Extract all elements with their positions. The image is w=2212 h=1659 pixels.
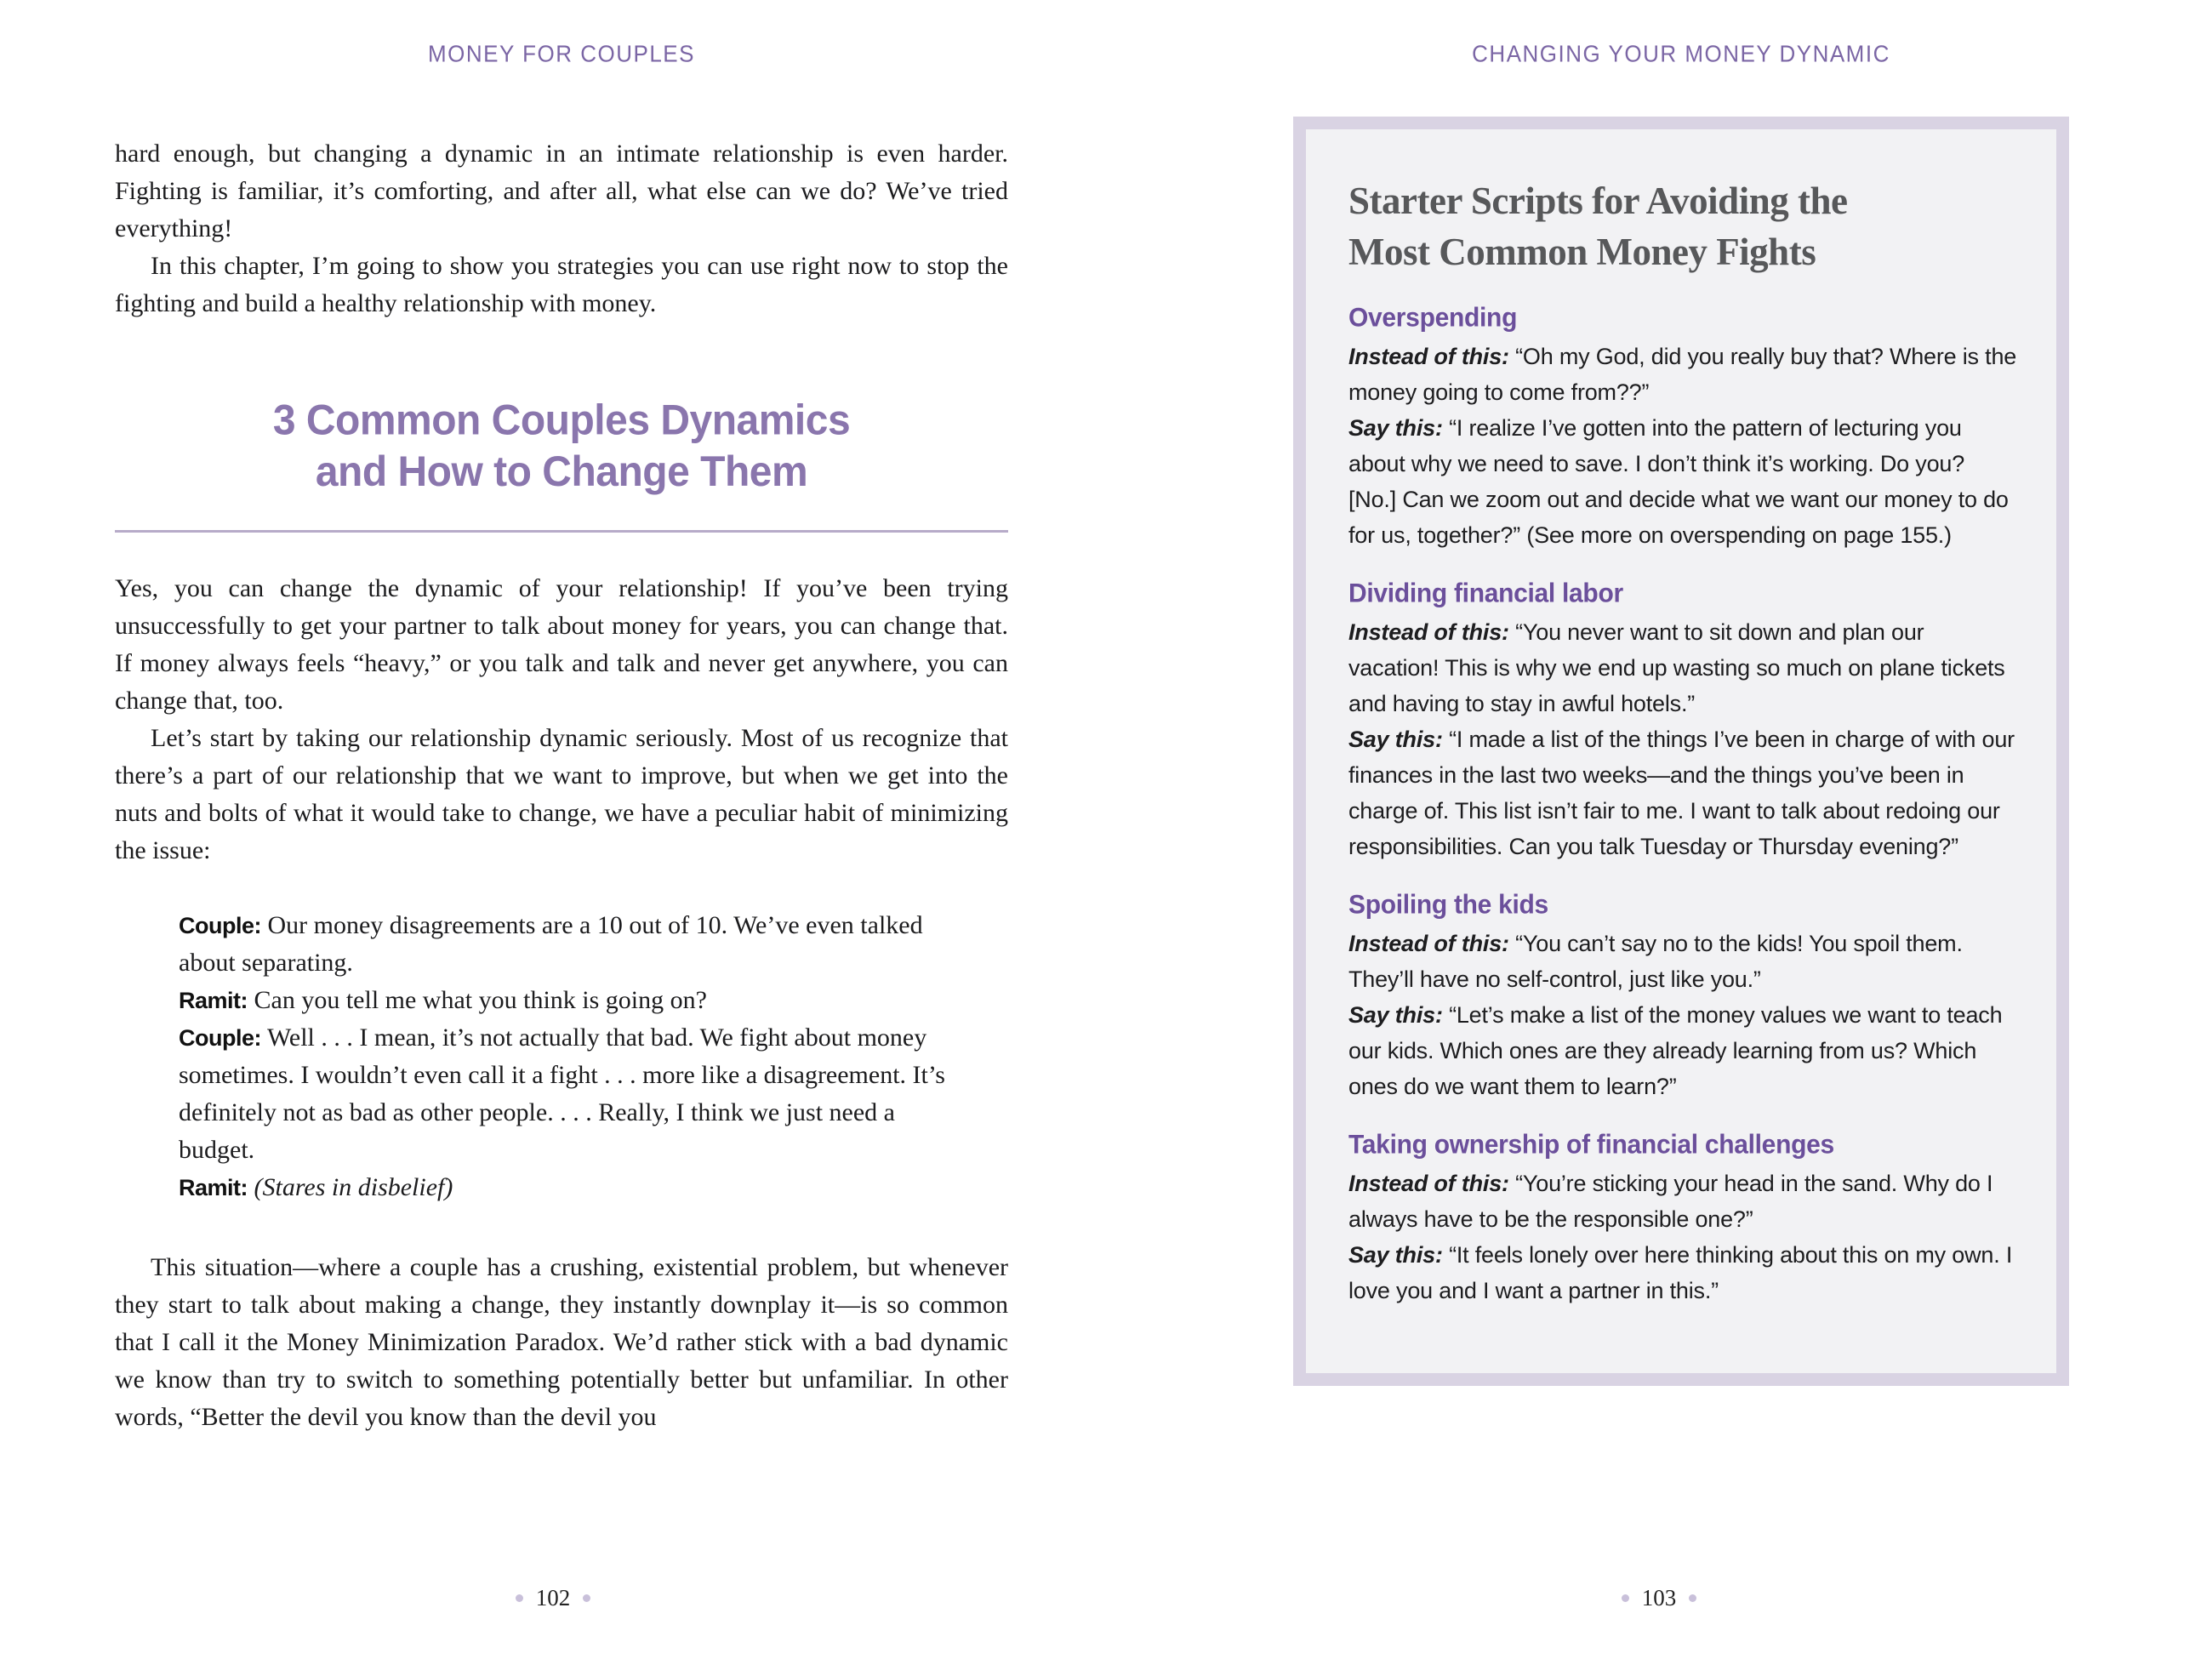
say-label: Say this: bbox=[1348, 727, 1443, 752]
speaker-label: Couple: bbox=[179, 913, 261, 938]
dialogue-entry bbox=[179, 982, 974, 1019]
page-right bbox=[1106, 0, 2212, 1659]
dialogue-text: Our money disagreements are a 10 out of 10. We’ve even talked about separating. bbox=[179, 911, 923, 977]
section-divider bbox=[115, 530, 1008, 533]
script-section-dividing-labor bbox=[1348, 579, 2017, 864]
chapter-heading-line1: 3 Common Couples Dynamics bbox=[272, 396, 851, 444]
instead-text: “You’re sticking your head in the sand. Why do I always have to be the responsible one?” bbox=[1348, 1171, 1993, 1232]
dialogue-text: Can you tell me what you think is going on? bbox=[254, 986, 707, 1014]
chapter-heading bbox=[115, 395, 1008, 499]
box-title-line1: Starter Scripts for Avoiding the bbox=[1348, 180, 1848, 222]
dialogue-text: Well . . . I mean, it’s not actually that bad. We fight about money sometimes. I wouldn’t even call it a fight . . . more like a disagreement. It’s definitely not as bad as other people. . . . Really, I think we just need a budget. bbox=[179, 1023, 945, 1164]
instead-text: “You can’t say no to the kids! You spoil them. They’ll have no self-control, just like you.” bbox=[1348, 931, 1963, 992]
folio-dot-icon bbox=[1622, 1594, 1629, 1602]
dialogue-block bbox=[179, 907, 974, 1206]
script-section-taking-ownership bbox=[1348, 1130, 2017, 1308]
instead-paragraph bbox=[1348, 1166, 2017, 1237]
speaker-label: Ramit: bbox=[179, 988, 248, 1013]
script-section-spoiling-kids bbox=[1348, 890, 2017, 1104]
body-paragraph: hard enough, but changing a dynamic in an intimate relationship is even harder. Fighting is familiar, it’s comforting, and after all, what else can we do? We’ve tried everything! bbox=[115, 140, 1008, 242]
dialogue-entry bbox=[179, 1169, 974, 1206]
folio-dot-icon bbox=[1689, 1594, 1696, 1602]
dialogue-text-italic: (Stares in disbelief) bbox=[254, 1173, 453, 1201]
folio-dot-icon bbox=[583, 1594, 590, 1602]
box-title bbox=[1348, 175, 2017, 277]
say-paragraph bbox=[1348, 1237, 2017, 1308]
speaker-label: Couple: bbox=[179, 1025, 261, 1051]
chapter-heading-line2: and How to Change Them bbox=[315, 448, 808, 496]
body-paragraph: Yes, you can change the dynamic of your relationship! If you’ve been trying unsuccessfully to get your partner to talk about money for years, you can change that. If money always feels “heavy,” or you talk and talk and never get anywhere, you can change that, too. bbox=[115, 574, 1008, 715]
dialogue-entry bbox=[179, 907, 974, 982]
body-paragraph: This situation—where a couple has a crushing, existential problem, but whenever they start to talk about making a change, they instantly downplay it—is so common that I call it the Money Minimization Paradox. We’d rather stick with a bad dynamic we know than try to switch to something potentially better but unfamiliar. In other words, “Better the devil you know than the devil you bbox=[115, 1253, 1008, 1431]
instead-paragraph bbox=[1348, 614, 2017, 721]
folio-dot-icon bbox=[516, 1594, 523, 1602]
body-paragraph: Let’s start by taking our relationship dynamic seriously. Most of us recognize that there’s a part of our relationship that we want to improve, but when we get into the nuts and bolts of what it would take to change, we have a peculiar habit of minimizing the issue: bbox=[115, 724, 1008, 864]
say-text: “I made a list of the things I’ve been in charge of with our finances in the last two weeks—and the things you’ve been in charge of. This list isn’t fair to me. I want to talk about redoing our responsibilities. Can you talk Tuesday or Thursday evening?” bbox=[1348, 727, 2015, 859]
script-section-overspending bbox=[1348, 303, 2017, 553]
section-heading: Taking ownership of financial challenges bbox=[1348, 1130, 1834, 1160]
say-label: Say this: bbox=[1348, 1002, 1443, 1028]
body-paragraph: In this chapter, I’m going to show you strategies you can use right now to stop the fighting and build a healthy relationship with money. bbox=[115, 252, 1008, 317]
instead-paragraph bbox=[1348, 926, 2017, 997]
say-paragraph bbox=[1348, 997, 2017, 1104]
say-paragraph bbox=[1348, 721, 2017, 864]
running-head-left: MONEY FOR COUPLES bbox=[428, 39, 695, 67]
dialogue-entry bbox=[179, 1019, 974, 1169]
running-head-right: CHANGING YOUR MONEY DYNAMIC bbox=[1472, 39, 1890, 67]
say-text: “It feels lonely over here thinking about this on my own. I love you and I want a partner in this.” bbox=[1348, 1242, 2013, 1303]
speaker-label: Ramit: bbox=[179, 1175, 248, 1200]
say-label: Say this: bbox=[1348, 1242, 1443, 1268]
left-text-column bbox=[115, 135, 1008, 1436]
section-heading: Spoiling the kids bbox=[1348, 890, 1548, 920]
instead-label: Instead of this: bbox=[1348, 1171, 1509, 1196]
instead-label: Instead of this: bbox=[1348, 619, 1509, 645]
say-text: “I realize I’ve gotten into the pattern of lecturing you about why we need to save. I don’t think it’s working. Do you? [No.] Can we zoom out and decide what we want our money to do for us, together?” (See more on overspending on page 155.) bbox=[1348, 415, 2009, 548]
folio-right bbox=[1106, 1585, 2212, 1611]
instead-text: “You never want to sit down and plan our vacation! This is why we end up wasting so much on plane tickets and having to stay in awful hotels.” bbox=[1348, 619, 2005, 716]
section-heading: Overspending bbox=[1348, 303, 1518, 333]
page-number: 103 bbox=[1641, 1585, 1677, 1611]
instead-text: “Oh my God, did you really buy that? Where is the money going to come from??” bbox=[1348, 344, 2017, 405]
box-title-line2: Most Common Money Fights bbox=[1348, 231, 1816, 273]
instead-label: Instead of this: bbox=[1348, 931, 1509, 956]
say-label: Say this: bbox=[1348, 415, 1443, 441]
page-number: 102 bbox=[535, 1585, 571, 1611]
starter-scripts-box bbox=[1293, 117, 2069, 1386]
say-text: “Let’s make a list of the money values we want to teach our kids. Which ones are they already learning from us? Which ones do we want them to learn?” bbox=[1348, 1002, 2003, 1099]
say-paragraph bbox=[1348, 410, 2017, 553]
section-heading: Dividing financial labor bbox=[1348, 579, 1623, 608]
folio-left bbox=[0, 1585, 1106, 1611]
instead-label: Instead of this: bbox=[1348, 344, 1509, 369]
instead-paragraph bbox=[1348, 339, 2017, 410]
